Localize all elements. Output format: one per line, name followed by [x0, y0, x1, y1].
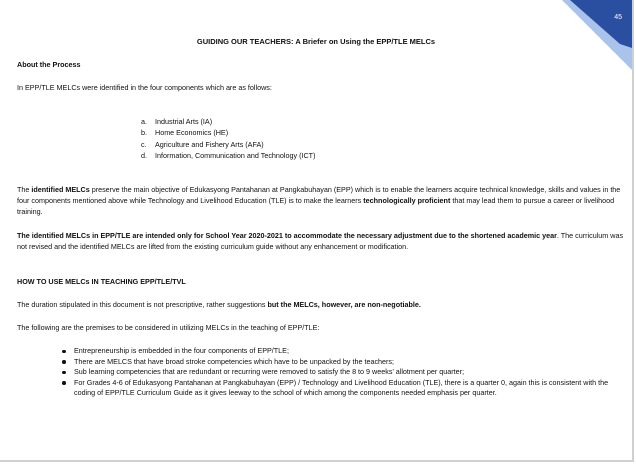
how-to-use-heading: HOW TO USE MELCs IN TEACHING EPP/TLE/TVL — [17, 277, 186, 286]
list-item: Sub learning competencies that are redundant or recurring were removed to satisfy the 8 to 9 weeks’ allotment per quarter; — [62, 367, 624, 378]
bullet-icon — [62, 360, 66, 364]
bullet-icon — [62, 350, 66, 354]
list-item: Entrepreneurship is embedded in the four components of EPP/TLE; — [62, 346, 624, 357]
premises-intro-paragraph: The following are the premises to be considered in utilizing MELCs in the teaching of EPP/TLE: — [17, 323, 320, 332]
list-item: For Grades 4-6 of Edukasyong Pantahanan at Pangkabuhayan (EPP) / Technology and Livelihood Education (TLE), there is a quarter 0, again this is consistent with the coding of EPP/TLE Curriculum Guide as it gives leeway to the school of which among the components needed emphasis per quarter. — [62, 378, 624, 399]
bullet-icon — [62, 371, 66, 375]
melcs-objective-paragraph: The identified MELCs preserve the main objective of Edukasyong Pantahanan at Pangkabuhayan (EPP) which is to enable the learners acquire technical knowledge, skills and values in the four components mentioned above while Technology and Livelihood Education (TLE) is to make the learners technologically proficient that may lead them to pursue a career or livelihood training. — [17, 185, 621, 216]
intro-paragraph: In EPP/TLE MELCs were identified in the four components which are as follows: — [17, 83, 272, 92]
document-title: GUIDING OUR TEACHERS: A Briefer on Using the EPP/TLE MELCs — [196, 37, 436, 46]
list-item: d. Information, Communication and Technology (ICT) — [141, 151, 316, 161]
list-item: b. Home Economics (HE) — [141, 128, 229, 138]
bullet-icon — [62, 381, 66, 385]
school-year-paragraph: The identified MELCs in EPP/TLE are intended only for School Year 2020-2021 to accommodate the necessary adjustment due to the shortened academic year. The curriculum was not revised and the identified MELCs are lifted from the existing curriculum guide without any enhancement or modification. — [17, 231, 624, 251]
duration-paragraph: The duration stipulated in this document is not prescriptive, rather suggestions but the MELCs, however, are non-negotiable. — [17, 300, 421, 309]
components-list — [141, 116, 315, 162]
list-item: c. Agriculture and Fishery Arts (AFA) — [141, 139, 264, 149]
about-heading: About the Process — [17, 60, 81, 69]
list-item: a. Industrial Arts (IA) — [141, 117, 213, 126]
list-item: There are MELCS that have broad stroke competencies which have to be unpacked by the teachers; — [62, 357, 624, 368]
premises-list — [62, 346, 624, 399]
page-number: 45 — [614, 14, 622, 21]
